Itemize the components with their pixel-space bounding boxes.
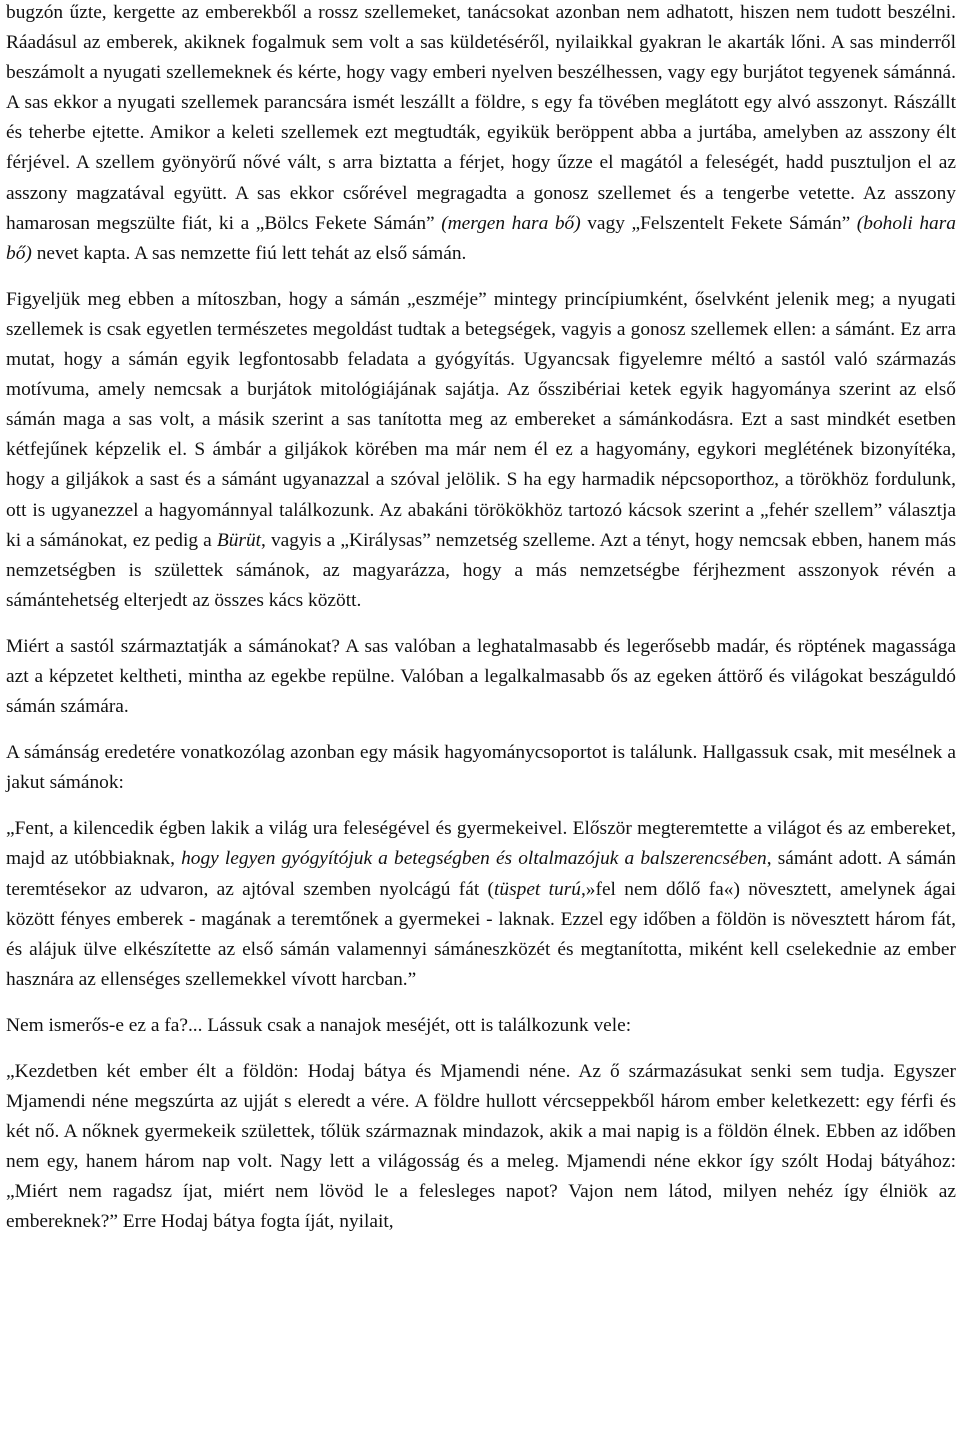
italic-term: Bürüt [216, 529, 262, 551]
paragraph [6, 1011, 956, 1041]
paragraph-gap [6, 722, 956, 738]
text-segment: , vagyis a „Királysas” nemzetség szelleme. Azt a tényt, hogy nemcsak ebben, hanem más nemzetségben is születtek sámánok, az magyarázza, hogy a más nemzetségbe férjhezment asszonyok révén a sámántehetség elterjedt az összes kács között. [6, 529, 956, 611]
italic-term: (mergen hara bő) [441, 212, 581, 234]
paragraph-gap [6, 269, 956, 285]
quote-paragraph [6, 1057, 956, 1238]
italic-term: hogy legyen gyógyítójuk a betegségben és oltalmazójuk a balszerencsében [181, 848, 767, 870]
text-segment: Nem ismerős-e ez a fa?... Lássuk csak a nanajok meséjét, ott is találkozunk vele: [6, 1014, 632, 1036]
italic-term: tüspet turú [494, 878, 581, 900]
text-segment: ,»fel nem dőlő fa«) növesztett, amelynek ágai között fényes emberek - magának a teremtőnek a gyermekei - laknak. Ezzel egy időben a földön is növesztett három fát, és alájuk ülve elkészítette az első sámán valamennyi sámáneszközét és megtanította, miként kell cselekednie az ember hasznára az ellenséges szellemekkel vívott harcban.” [6, 878, 956, 990]
text-segment: , sámánt adott. A sámán teremtésekor az udvaron, az ajtóval szemben nyolcágú fát ( [6, 848, 957, 900]
text-segment: „Kezdetben két ember élt a földön: Hodaj bátya és Mjamendi néne. Az ő származásukat senki sem tudja. Egyszer Mjamendi néne megszúrta az ujját s eleredt a vére. A földre hullott vércseppekből három ember keletkezett: egy férfi és két nő. A nőknek gyermekeik születtek, tőlük származnak mindazok, akik a mai napig is a földön élnek. Ebben az időben nem egy, hanem három nap volt. Nagy lett a világosság és a meleg. Mjamendi néne ekkor így szólt Hodaj bátyához: „Miért nem ragadsz íjat, miért nem lövöd le a felesleges napot? Vajon nem látod, milyen nehéz így élniök az embereknek?” Erre Hodaj bátya fogta íját, nyilait, [6, 1061, 956, 1233]
paragraph [6, 738, 956, 798]
text-segment: „Fent, a kilencedik égben lakik a világ ura feleségével és gyermekeivel. Először megteremtette a világot és az embereket, majd az utóbbiaknak, [6, 818, 956, 870]
italic-term: (boholi hara bő) [6, 212, 956, 264]
paragraph-gap [6, 616, 956, 632]
paragraph-gap [6, 798, 956, 814]
text-segment: vagy „Felszentelt Fekete Sámán” [580, 212, 857, 234]
paragraph-gap [6, 995, 956, 1011]
paragraph-gap [6, 1041, 956, 1057]
paragraph [6, 0, 956, 269]
paragraph [6, 632, 956, 722]
text-segment: bugzón űzte, kergette az emberekből a rossz szellemeket, tanácsokat azonban nem adhatott, hiszen nem tudott beszélni. Ráadásul az emberek, akiknek fogalmuk sem volt a sas küldetéséről, nyilaikkal gyakran le akarták lőni. A sas minderről beszámolt a nyugati szellemeknek és kérte, hogy vagy emberi nyelven beszélhessen, vagy egy burjátot tegyenek sámánná. A sas ekkor a nyugati szellemek parancsára ismét leszállt a földre, s egy fa tövében meglátott egy alvó asszonyt. Rászállt és teherbe ejtette. Amikor a keleti szellemek ezt megtudták, egyikük beröppent abba a jurtába, amelyben az asszony élt férjével. A szellem gyönyörű nővé vált, s arra biztatta a férjet, hogy űzze el magától a feleségét, hadd pusztuljon el az asszony magzatával együtt. A sas ekkor csőrével megragadta a gonosz szellemet és a tengerbe vetette. Az asszony hamarosan megszülte fiát, ki a „Bölcs Fekete Sámán” [6, 2, 956, 234]
text-segment: Miért a sastól származtatják a sámánokat? A sas valóban a leghatalmasabb és legerősebb madár, és röptének magassága azt a képzetet keltheti, mintha az egekbe repülne. Valóban a legalkalmasabb ős az egeken áttörő és világokat beszáguldó sámán számára. [6, 635, 956, 718]
paragraph [6, 285, 956, 616]
text-segment: Figyeljük meg ebben a mítoszban, hogy a sámán „eszméje” mintegy princípiumként, őselvként jelenik meg; a nyugati szellemek is csak egyetlen természetes megoldást tudtak a betegségek, vagyis a gonosz szellemek ellen: a sámánt. Ez arra mutat, hogy a sámán egyik legfontosabb feladata a gyógyítás. Ugyancsak figyelemre méltó a sastól való származás motívuma, amely nemcsak a burjátok mitológiájának sajátja. Az ősszibériai ketek egyik hagyománya szerint az első sámán maga a sas volt, a másik szerint a sas tanította meg az embereket a sámánkodásra. Ezt a sast mindkét esetben kétfejűnek képzelik el. S ámbár a giljákok körében ma már nem él ez a hagyomány, egykori meglétének bizonyítéka, hogy a giljákok a sast és a sámánt ugyanazzal a szóval jelölik. S ha egy harmadik népcsoporthoz, a törökhöz fordulunk, ott is ugyanezzel a hagyománnyal találkozunk. Az abakáni törökökhöz tartozó kácsok szerint a „fehér szellem” választja ki a sámánokat, ez pedig a [6, 288, 956, 551]
quote-paragraph [6, 814, 956, 995]
text-segment: A sámánság eredetére vonatkozólag azonban egy másik hagyománycsoportot is találunk. Hallgassuk csak, mit mesélnek a jakut sámánok: [6, 742, 956, 794]
text-segment: nevet kapta. A sas nemzette fiú lett tehát az első sámán. [31, 242, 467, 264]
